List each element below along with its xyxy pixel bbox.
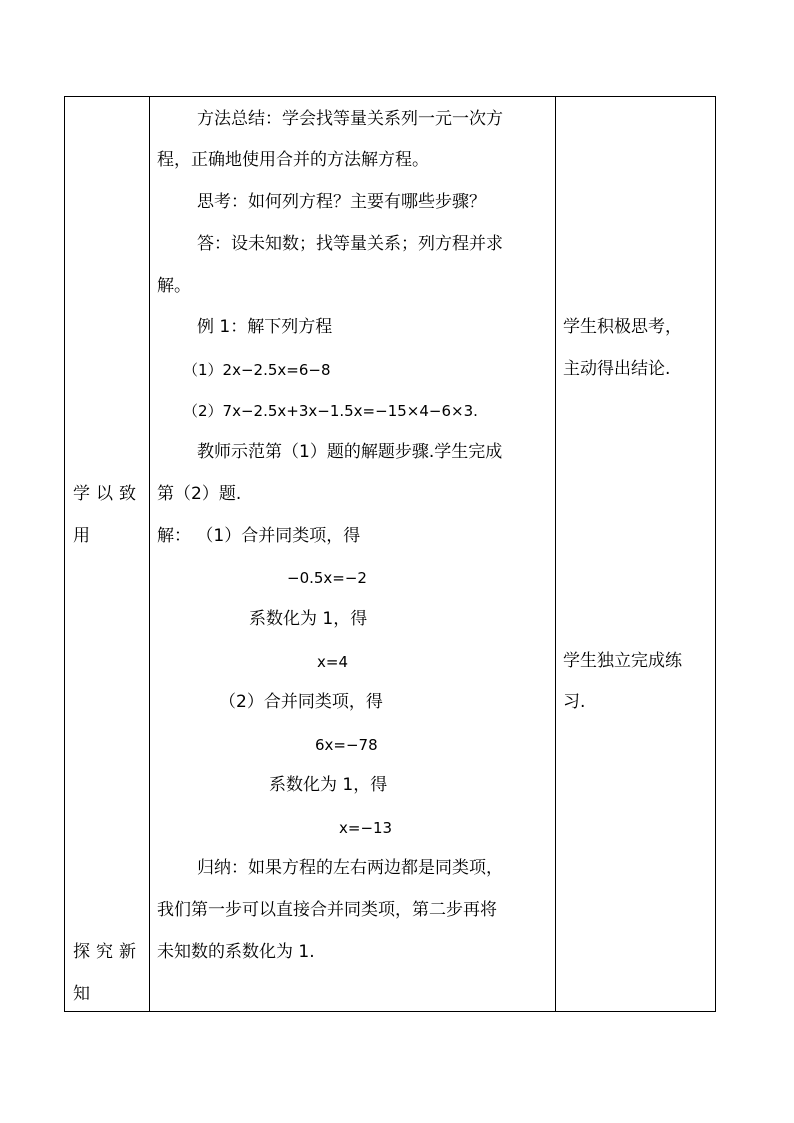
summary-text: 程，正确地使用合并的方法解方程。 — [157, 150, 429, 170]
student-activity-note: 学生积极思考， — [563, 317, 682, 337]
student-activity-note: 学生独立完成练 — [563, 651, 682, 671]
section-label: 用 — [73, 526, 90, 546]
section-label: 知 — [73, 984, 90, 1004]
equation: −0.5x=−2 — [287, 569, 367, 587]
conclusion-text: 归纳：如果方程的左右两边都是同类项， — [197, 858, 503, 878]
summary-text: 方法总结：学会找等量关系列一元一次方 — [197, 109, 503, 129]
answer-text: 答：设未知数；找等量关系；列方程并求 — [197, 234, 503, 254]
example-heading: 例 1：解下列方程 — [197, 317, 333, 337]
instruction-text: 第（2）题. — [157, 484, 242, 504]
solution-text: （2）合并同类项，得 — [219, 692, 383, 712]
column-divider — [555, 97, 556, 1011]
equation: x=4 — [317, 653, 348, 671]
solution-text: 系数化为 1，得 — [269, 775, 388, 795]
conclusion-text: 我们第一步可以直接合并同类项，第二步再将 — [157, 900, 497, 920]
solution-text: 解： （1）合并同类项，得 — [157, 526, 361, 546]
section-label: 探究新 — [73, 942, 142, 962]
question-text: 思考：如何列方程？主要有哪些步骤？ — [197, 192, 486, 212]
section-label: 学以致 — [73, 484, 142, 504]
equation: （2）7x−2.5x+3x−1.5x=−15×4−6×3. — [183, 402, 478, 420]
solution-text: 系数化为 1，得 — [249, 609, 368, 629]
student-activity-note: 习. — [563, 692, 586, 712]
answer-text: 解。 — [157, 276, 191, 296]
equation: 6x=−78 — [315, 736, 378, 754]
lesson-table — [64, 96, 716, 1012]
equation: （1）2x−2.5x=6−8 — [183, 361, 331, 379]
equation: x=−13 — [339, 819, 393, 837]
conclusion-text: 未知数的系数化为 1. — [157, 942, 315, 962]
instruction-text: 教师示范第（1）题的解题步骤.学生完成 — [197, 442, 503, 462]
student-activity-note: 主动得出结论. — [563, 359, 671, 379]
column-divider — [149, 97, 150, 1011]
